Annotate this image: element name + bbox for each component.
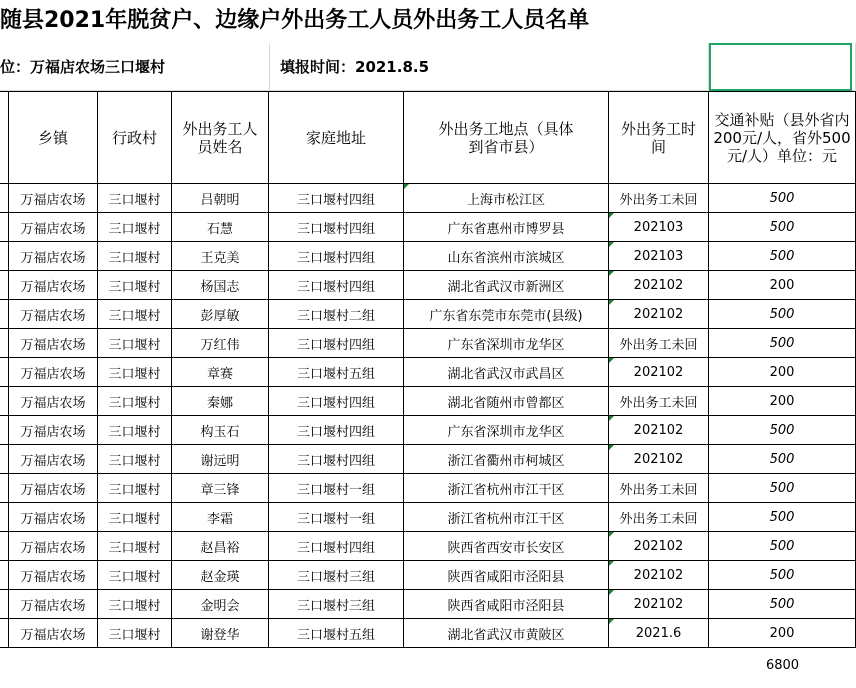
cell-subsidy[interactable]: 500 xyxy=(709,213,856,242)
cell-work-time[interactable]: 202102 xyxy=(609,300,709,329)
subsidy-total[interactable]: 6800 xyxy=(765,658,800,673)
cell-address[interactable]: 三口堰村一组 xyxy=(269,503,404,532)
cell-work-place[interactable]: 广东省东莞市东莞市(县级) xyxy=(404,300,609,329)
cell-subsidy[interactable]: 500 xyxy=(709,590,856,619)
cell-village[interactable]: 三口堰村 xyxy=(98,329,172,358)
cell-work-time[interactable]: 外出务工未回 xyxy=(609,387,709,416)
cell-work-place[interactable]: 上海市松江区 xyxy=(404,184,609,213)
cell-town[interactable]: 万福店农场 xyxy=(9,532,98,561)
cell-town[interactable]: 万福店农场 xyxy=(9,184,98,213)
cell-subsidy[interactable]: 500 xyxy=(709,474,856,503)
cell-work-place[interactable]: 山东省滨州市滨城区 xyxy=(404,242,609,271)
cell-work-time[interactable]: 外出务工未回 xyxy=(609,329,709,358)
cell-subsidy[interactable]: 500 xyxy=(709,532,856,561)
cell-subsidy[interactable]: 500 xyxy=(709,300,856,329)
cell-subsidy[interactable]: 500 xyxy=(709,416,856,445)
row-stub xyxy=(0,532,9,561)
cell-village[interactable]: 三口堰村 xyxy=(98,474,172,503)
header-name[interactable]: 外出务工人员姓名 xyxy=(172,92,269,184)
cell-subsidy[interactable]: 200 xyxy=(709,271,856,300)
cell-subsidy[interactable]: 200 xyxy=(709,358,856,387)
cell-work-place[interactable]: 广东省惠州市博罗县 xyxy=(404,213,609,242)
cell-work-place[interactable]: 浙江省杭州市江干区 xyxy=(404,474,609,503)
cell-name[interactable]: 杨国志 xyxy=(172,271,269,300)
cell-name[interactable]: 赵金瑛 xyxy=(172,561,269,590)
cell-village[interactable]: 三口堰村 xyxy=(98,590,172,619)
cell-name[interactable]: 赵昌裕 xyxy=(172,532,269,561)
unit-label[interactable]: 位：万福店农场三口堰村 xyxy=(0,43,270,91)
cell-town[interactable]: 万福店农场 xyxy=(9,503,98,532)
cell-work-time[interactable]: 外出务工未回 xyxy=(609,184,709,213)
row-stub xyxy=(0,387,9,416)
cell-village[interactable]: 三口堰村 xyxy=(98,213,172,242)
cell-work-time[interactable]: 外出务工未回 xyxy=(609,503,709,532)
cell-address[interactable]: 三口堰村四组 xyxy=(269,184,404,213)
row-stub xyxy=(0,474,9,503)
cell-work-time[interactable]: 202102 xyxy=(609,271,709,300)
row-stub xyxy=(0,300,9,329)
cell-town[interactable]: 万福店农场 xyxy=(9,561,98,590)
row-stub xyxy=(0,445,9,474)
cell-address[interactable]: 三口堰村三组 xyxy=(269,561,404,590)
header-town[interactable]: 乡镇 xyxy=(9,92,98,184)
cell-village[interactable]: 三口堰村 xyxy=(98,619,172,648)
cell-town[interactable]: 万福店农场 xyxy=(9,329,98,358)
cell-work-place[interactable]: 广东省深圳市龙华区 xyxy=(404,416,609,445)
row-stub xyxy=(0,271,9,300)
cell-subsidy[interactable]: 500 xyxy=(709,329,856,358)
header-address[interactable]: 家庭地址 xyxy=(269,92,404,184)
cell-edge xyxy=(852,43,856,91)
header-work-time[interactable]: 外出务工时间 xyxy=(609,92,709,184)
header-work-place[interactable]: 外出务工地点（具体到省市县） xyxy=(404,92,609,184)
row-stub xyxy=(0,184,9,213)
cell-work-place[interactable]: 湖北省武汉市黄陂区 xyxy=(404,619,609,648)
cell-name[interactable]: 李霜 xyxy=(172,503,269,532)
cell-name[interactable]: 章赛 xyxy=(172,358,269,387)
cell-address[interactable]: 三口堰村一组 xyxy=(269,474,404,503)
cell-work-place[interactable]: 陕西省西安市长安区 xyxy=(404,532,609,561)
cell-address[interactable]: 三口堰村五组 xyxy=(269,358,404,387)
row-stub xyxy=(0,213,9,242)
cell-work-place[interactable]: 浙江省衢州市柯城区 xyxy=(404,445,609,474)
cell-town[interactable]: 万福店农场 xyxy=(9,242,98,271)
cell-subsidy[interactable]: 500 xyxy=(709,561,856,590)
header-subsidy[interactable]: 交通补贴（县外省内200元/人，省外500元/人）单位：元 xyxy=(709,92,856,184)
cell-town[interactable]: 万福店农场 xyxy=(9,445,98,474)
cell-name[interactable]: 秦娜 xyxy=(172,387,269,416)
cell-name[interactable]: 章三锋 xyxy=(172,474,269,503)
cell-work-place[interactable]: 陕西省咸阳市泾阳县 xyxy=(404,561,609,590)
row-stub xyxy=(0,242,9,271)
cell-address[interactable]: 三口堰村四组 xyxy=(269,329,404,358)
row-stub xyxy=(0,416,9,445)
cell-name[interactable]: 彭厚敏 xyxy=(172,300,269,329)
cell-work-time[interactable]: 202102 xyxy=(609,358,709,387)
cell-subsidy[interactable]: 200 xyxy=(709,387,856,416)
selected-cell[interactable] xyxy=(709,43,852,91)
cell-work-place[interactable]: 湖北省武汉市武昌区 xyxy=(404,358,609,387)
cell-village[interactable]: 三口堰村 xyxy=(98,532,172,561)
cell-work-place[interactable]: 陕西省咸阳市泾阳县 xyxy=(404,590,609,619)
cell-address[interactable]: 三口堰村四组 xyxy=(269,387,404,416)
cell-town[interactable]: 万福店农场 xyxy=(9,271,98,300)
cell-work-place[interactable]: 浙江省杭州市江干区 xyxy=(404,503,609,532)
cell-village[interactable]: 三口堰村 xyxy=(98,503,172,532)
cell-town[interactable]: 万福店农场 xyxy=(9,358,98,387)
cell-village[interactable]: 三口堰村 xyxy=(98,561,172,590)
cell-subsidy[interactable]: 500 xyxy=(709,184,856,213)
cell-village[interactable]: 三口堰村 xyxy=(98,271,172,300)
cell-name[interactable]: 谢登华 xyxy=(172,619,269,648)
cell-village[interactable]: 三口堰村 xyxy=(98,358,172,387)
fill-time-label[interactable]: 填报时间：2021.8.5 xyxy=(270,43,709,91)
cell-work-place[interactable]: 广东省深圳市龙华区 xyxy=(404,329,609,358)
cell-name[interactable]: 王克美 xyxy=(172,242,269,271)
cell-work-time[interactable]: 2021.6 xyxy=(609,619,709,648)
cell-town[interactable]: 万福店农场 xyxy=(9,590,98,619)
row-stub xyxy=(0,590,9,619)
cell-village[interactable]: 三口堰村 xyxy=(98,300,172,329)
sheet-title: 随县2021年脱贫户、边缘户外出务工人员外出务工人员名单 xyxy=(0,8,590,33)
cell-address[interactable]: 三口堰村四组 xyxy=(269,445,404,474)
cell-address[interactable]: 三口堰村四组 xyxy=(269,242,404,271)
cell-village[interactable]: 三口堰村 xyxy=(98,416,172,445)
cell-address[interactable]: 三口堰村三组 xyxy=(269,590,404,619)
cell-subsidy[interactable]: 500 xyxy=(709,503,856,532)
cell-address[interactable]: 三口堰村二组 xyxy=(269,300,404,329)
cell-work-time[interactable]: 202103 xyxy=(609,213,709,242)
cell-work-time[interactable]: 202102 xyxy=(609,416,709,445)
cell-name[interactable]: 谢远明 xyxy=(172,445,269,474)
cell-town[interactable]: 万福店农场 xyxy=(9,213,98,242)
cell-work-time[interactable]: 202103 xyxy=(609,242,709,271)
cell-address[interactable]: 三口堰村四组 xyxy=(269,532,404,561)
cell-address[interactable]: 三口堰村四组 xyxy=(269,416,404,445)
cell-work-place[interactable]: 湖北省武汉市新洲区 xyxy=(404,271,609,300)
cell-subsidy[interactable]: 500 xyxy=(709,242,856,271)
cell-village[interactable]: 三口堰村 xyxy=(98,387,172,416)
cell-town[interactable]: 万福店农场 xyxy=(9,619,98,648)
cell-work-place[interactable]: 湖北省随州市曾都区 xyxy=(404,387,609,416)
cell-name[interactable]: 万红伟 xyxy=(172,329,269,358)
cell-work-time[interactable]: 202102 xyxy=(609,590,709,619)
cell-village[interactable]: 三口堰村 xyxy=(98,184,172,213)
cell-address[interactable]: 三口堰村五组 xyxy=(269,619,404,648)
cell-address[interactable]: 三口堰村四组 xyxy=(269,213,404,242)
cell-work-time[interactable]: 202102 xyxy=(609,561,709,590)
cell-subsidy[interactable]: 200 xyxy=(709,619,856,648)
header-stub xyxy=(0,92,9,184)
cell-work-time[interactable]: 202102 xyxy=(609,445,709,474)
cell-subsidy[interactable]: 500 xyxy=(709,445,856,474)
row-stub xyxy=(0,329,9,358)
cell-name[interactable]: 金明会 xyxy=(172,590,269,619)
cell-address[interactable]: 三口堰村四组 xyxy=(269,271,404,300)
cell-village[interactable]: 三口堰村 xyxy=(98,445,172,474)
cell-town[interactable]: 万福店农场 xyxy=(9,474,98,503)
cell-work-time[interactable]: 外出务工未回 xyxy=(609,474,709,503)
cell-village[interactable]: 三口堰村 xyxy=(98,242,172,271)
cell-name[interactable]: 构玉石 xyxy=(172,416,269,445)
cell-work-time[interactable]: 202102 xyxy=(609,532,709,561)
cell-town[interactable]: 万福店农场 xyxy=(9,416,98,445)
row-stub xyxy=(0,619,9,648)
cell-name[interactable]: 吕朝明 xyxy=(172,184,269,213)
row-stub xyxy=(0,358,9,387)
cell-town[interactable]: 万福店农场 xyxy=(9,387,98,416)
cell-town[interactable]: 万福店农场 xyxy=(9,300,98,329)
cell-name[interactable]: 石慧 xyxy=(172,213,269,242)
row-stub xyxy=(0,561,9,590)
row-stub xyxy=(0,503,9,532)
header-village[interactable]: 行政村 xyxy=(98,92,172,184)
